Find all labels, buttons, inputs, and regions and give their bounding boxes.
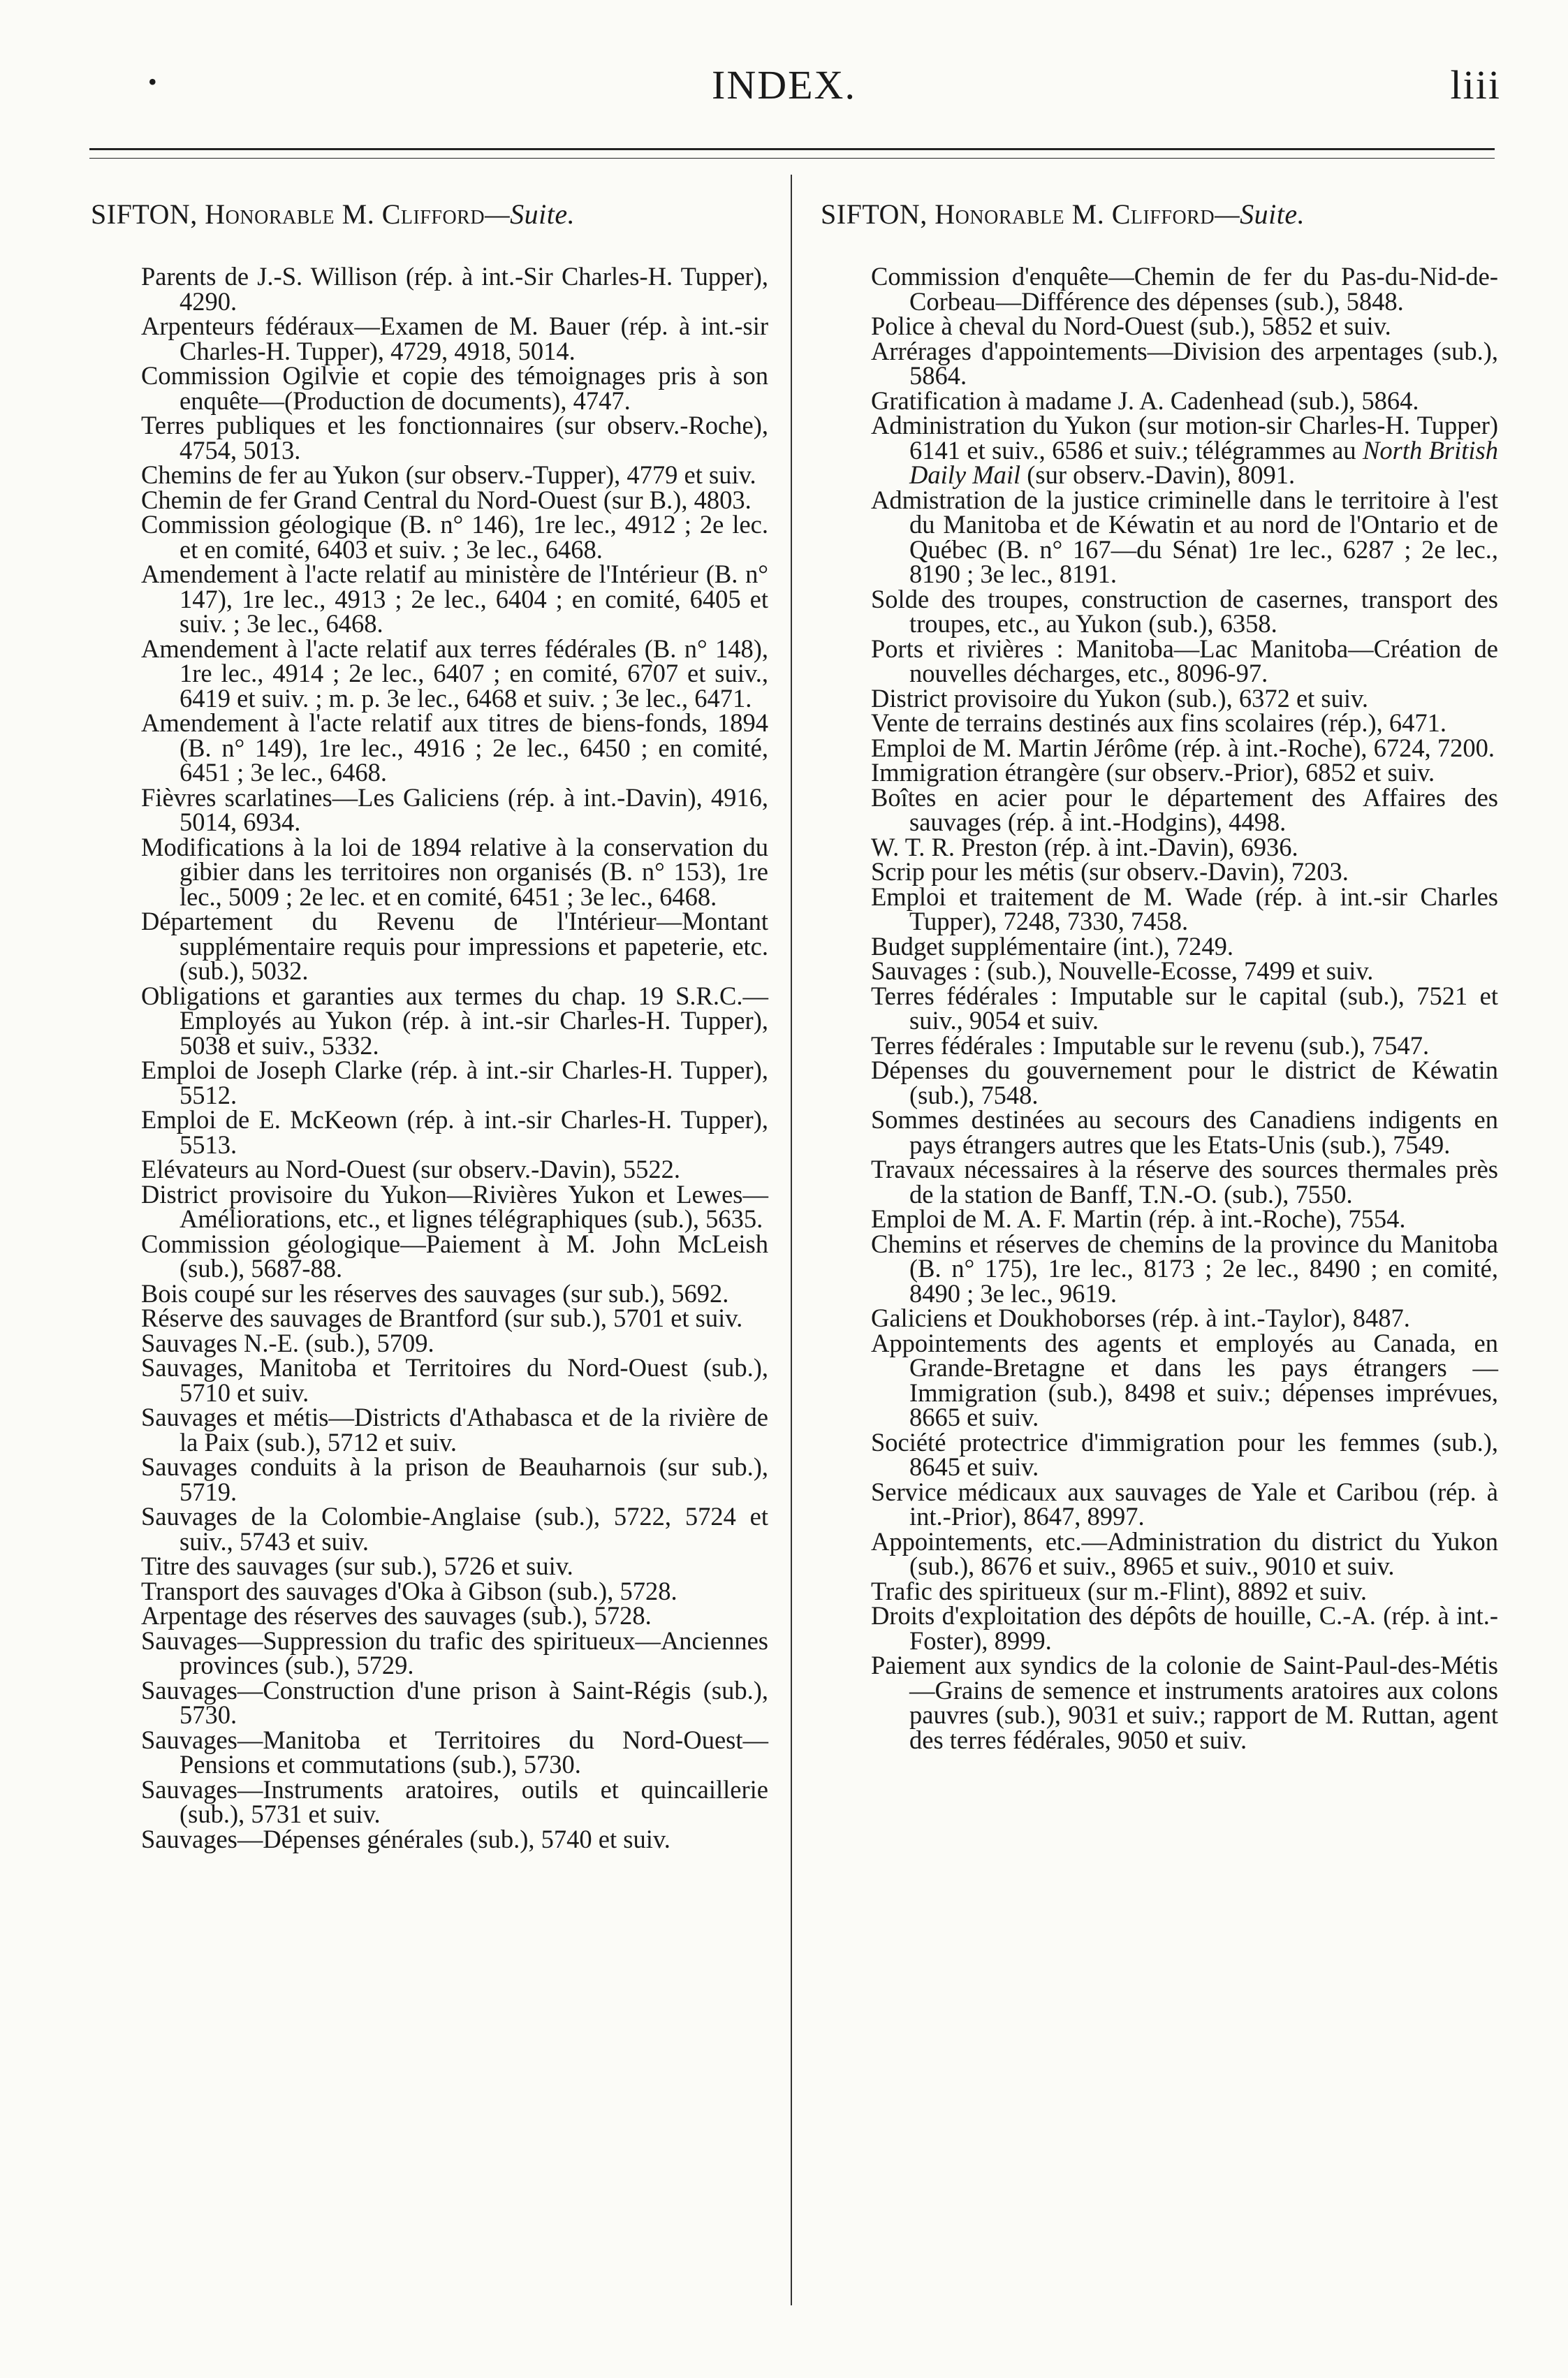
index-entry: Amendement à l'acte relatif aux terres fédérales (B. n° 148), 1re lec., 4914 ; 2e lec., 6407 ; en comité, 6707 et suiv., 6419 et suiv. ; m. p. 3e lec., 6468 et suiv. ; 3e lec., 6471.	[141, 634, 768, 713]
index-entry: Bois coupé sur les réserves des sauvages (sur sub.), 5692.	[141, 1278, 729, 1308]
index-entry: Titre des sauvages (sur sub.), 5726 et suiv.	[141, 1552, 573, 1580]
index-entry-yukon	[871, 413, 1498, 488]
entry-text-tail: (sur observ.-Davin), 8091.	[1020, 460, 1296, 489]
index-entry: Galiciens et Doukhoborses (rép. à int.-Taylor), 8487.	[871, 1304, 1410, 1332]
newspaper-title: North British Daily Mail	[909, 435, 1498, 489]
index-entry: Sauvages, Manitoba et Territoires du Nord-Ouest (sub.), 5710 et suiv.	[141, 1353, 768, 1407]
index-entry: Sauvages—Manitoba et Territoires du Nord-Ouest—Pensions et commutations (sub.), 5730.	[141, 1725, 768, 1779]
index-entry: Appointements des agents et employés au Canada, en Grande-Bretagne et dans les pays étrangers —Immigration (sub.), 8498 et suiv.; dépenses imprévues, 8665 et suiv.	[871, 1328, 1498, 1431]
index-entry: Département du Revenu de l'Intérieur—Montant supplémentaire requis pour impressions et papeterie, etc. (sub.), 5032.	[141, 907, 768, 985]
index-entry: Arrérages d'appointements—Division des arpentages (sub.), 5864.	[871, 336, 1498, 390]
index-entry: Emploi de Joseph Clarke (rép. à int.-sir Charles-H. Tupper), 5512.	[141, 1056, 768, 1109]
index-entry: Emploi de E. McKeown (rép. à int.-sir Charles-H. Tupper), 5513.	[141, 1105, 768, 1159]
index-entry: Service médicaux aux sauvages de Yale et Caribou (rép. à int.-Prior), 8647, 8997.	[871, 1477, 1498, 1531]
index-entry: Commission géologique (B. n° 146), 1re lec., 4912 ; 2e lec. et en comité, 6403 et suiv. ; 3e lec., 6468.	[141, 510, 768, 564]
entry-text: Administration du Yukon (sur motion-sir Charles-H. Tupper) 6141 et suiv., 6586 et suiv.; télégrammes au	[871, 411, 1498, 465]
index-entry: Admistration de la justice criminelle dans le territoire à l'est du Manitoba et de Kéwatin et au nord de l'Ontario et de Québec (B. n° 167—du Sénat) 1re lec., 6287 ; 2e lec., 8190 ; 3e lec., 8191.	[871, 485, 1498, 588]
index-entry: Elévateurs au Nord-Ouest (sur observ.-Davin), 5522.	[141, 1155, 681, 1183]
left-column-heading	[91, 197, 768, 232]
index-entry: Amendement à l'acte relatif aux titres de biens-fonds, 1894 (B. n° 149), 1re lec., 4916 ; 2e lec., 6450 ; en comité, 6451 ; 3e lec., 6468.	[141, 708, 768, 787]
header-rule-thin	[89, 158, 1495, 159]
index-entry: Transport des sauvages d'Oka à Gibson (sub.), 5728.	[141, 1576, 677, 1605]
heading-honorific: Honorable M. Clifford	[935, 198, 1215, 230]
page-title: INDEX.	[712, 62, 856, 108]
heading-suite: —Suite.	[485, 198, 576, 230]
index-entry: Boîtes en acier pour le département des Affaires des sauvages (rép. à int.-Hodgins), 4498.	[871, 782, 1498, 836]
heading-name: SIFTON,	[821, 198, 928, 230]
index-entry: Modifications à la loi de 1894 relative à la conservation du gibier dans les territoires non organisés (B. n° 153), 1re lec., 5009 ; 2e lec. et en comité, 6451 ; 3e lec., 6468.	[141, 832, 768, 911]
index-entry: Commission géologique—Paiement à M. John McLeish (sub.), 5687-88.	[141, 1229, 768, 1283]
index-entry: Droits d'exploitation des dépôts de houille, C.-A. (rép. à int.-Foster), 8999.	[871, 1601, 1498, 1655]
index-entry: Sauvages et métis—Districts d'Athabasca et de la rivière de la Paix (sub.), 5712 et suiv.	[141, 1403, 768, 1457]
right-column	[821, 197, 1498, 1752]
index-entry: Sauvages : (sub.), Nouvelle-Ecosse, 7499 et suiv.	[871, 956, 1374, 985]
heading-name: SIFTON,	[91, 198, 198, 230]
index-entry: Sauvages—Instruments aratoires, outils et quincaillerie (sub.), 5731 et suiv.	[141, 1774, 768, 1828]
column-divider	[791, 175, 792, 2305]
index-entry: Scrip pour les métis (sur observ.-Davin), 7203.	[871, 857, 1349, 886]
index-entry: Chemins et réserves de chemins de la province du Manitoba (B. n° 175), 1re lec., 8173 ; 2e lec., 8490 ; en comité, 8490 ; 3e lec., 9619.	[871, 1229, 1498, 1308]
index-entry: Parents de J.-S. Willison (rép. à int.-Sir Charles-H. Tupper), 4290.	[141, 262, 768, 316]
index-entry: Sauvages de la Colombie-Anglaise (sub.), 5722, 5724 et suiv., 5743 et suiv.	[141, 1502, 768, 1556]
index-entry: Réserve des sauvages de Brantford (sur sub.), 5701 et suiv.	[141, 1304, 743, 1332]
index-entry: Sommes destinées au secours des Canadiens indigents en pays étrangers autres que les Etats-Unis (sub.), 7549.	[871, 1105, 1498, 1159]
page-number: liii	[1450, 62, 1501, 108]
index-entry: Sauvages N.-E. (sub.), 5709.	[141, 1328, 434, 1357]
index-entry: District provisoire du Yukon (sub.), 6372 et suiv.	[871, 683, 1369, 713]
index-entry: Emploi de M. Martin Jérôme (rép. à int.-Roche), 6724, 7200.	[871, 733, 1495, 762]
index-entry: Emploi de M. A. F. Martin (rép. à int.-Roche), 7554.	[871, 1204, 1406, 1233]
index-entry: Solde des troupes, construction de casernes, transport des troupes, etc., au Yukon (sub.), 6358.	[871, 584, 1498, 638]
index-entry: Paiement aux syndics de la colonie de Saint-Paul-des-Métis—Grains de semence et instruments aratoires aux colons pauvres (sub.), 9031 et suiv.; rapport de M. Ruttan, agent des terres fédérales, 9050 et suiv.	[871, 1651, 1498, 1754]
index-entry: Terres fédérales : Imputable sur le revenu (sub.), 7547.	[871, 1030, 1430, 1060]
header-rule-thick	[89, 148, 1495, 150]
index-entry: Sauvages—Dépenses générales (sub.), 5740 et suiv.	[141, 1824, 671, 1853]
running-head	[0, 61, 1568, 124]
index-entry: Terres publiques et les fonctionnaires (sur observ.-Roche), 4754, 5013.	[141, 411, 768, 465]
index-entry: Trafic des spiritueux (sur m.-Flint), 8892 et suiv.	[871, 1576, 1368, 1605]
right-entry-list	[821, 264, 1498, 1752]
index-entry: Immigration étrangère (sur observ.-Prior), 6852 et suiv.	[871, 758, 1435, 787]
index-entry: Travaux nécessaires à la réserve des sources thermales près de la station de Banff, T.N.-O. (sub.), 7550.	[871, 1155, 1498, 1209]
index-entry: Gratification à madame J. A. Cadenhead (sub.), 5864.	[871, 386, 1419, 415]
index-entry: Sauvages—Construction d'une prison à Saint-Régis (sub.), 5730.	[141, 1675, 768, 1729]
left-entry-list	[91, 264, 768, 1851]
index-entry: Emploi et traitement de M. Wade (rép. à int.-sir Charles Tupper), 7248, 7330, 7458.	[871, 882, 1498, 935]
index-entry: Arpentage des réserves des sauvages (sub.), 5728.	[141, 1601, 652, 1630]
heading-honorific: Honorable M. Clifford	[205, 198, 485, 230]
index-entry: Arpenteurs fédéraux—Examen de M. Bauer (rép. à int.-sir Charles-H. Tupper), 4729, 4918, 5014.	[141, 312, 768, 365]
index-entry: Dépenses du gouvernement pour le district de Kéwatin (sub.), 7548.	[871, 1056, 1498, 1109]
index-entry: Sauvages conduits à la prison de Beauharnois (sur sub.), 5719.	[141, 1452, 768, 1506]
heading-suite: —Suite.	[1215, 198, 1305, 230]
index-entry: Sauvages—Suppression du trafic des spiritueux—Anciennes provinces (sub.), 5729.	[141, 1626, 768, 1679]
right-column-heading	[821, 197, 1498, 232]
index-entry: Budget supplémentaire (int.), 7249.	[871, 931, 1234, 961]
index-entry: Chemin de fer Grand Central du Nord-Ouest (sur B.), 4803.	[141, 485, 752, 514]
index-entry: Appointements, etc.—Administration du district du Yukon (sub.), 8676 et suiv., 8965 et suiv., 9010 et suiv.	[871, 1526, 1498, 1580]
index-entry: Chemins de fer au Yukon (sur observ.-Tupper), 4779 et suiv.	[141, 460, 756, 489]
index-entry: Ports et rivières : Manitoba—Lac Manitoba—Création de nouvelles décharges, etc., 8096-97.	[871, 634, 1498, 687]
index-entry: W. T. R. Preston (rép. à int.-Davin), 6936.	[871, 832, 1298, 861]
left-column	[91, 197, 768, 1851]
index-entry: Terres fédérales : Imputable sur le capital (sub.), 7521 et suiv., 9054 et suiv.	[871, 981, 1498, 1035]
index-entry: Police à cheval du Nord-Ouest (sub.), 5852 et suiv.	[871, 312, 1391, 340]
index-entry: Fièvres scarlatines—Les Galiciens (rép. à int.-Davin), 4916, 5014, 6934.	[141, 782, 768, 836]
index-entry: Amendement à l'acte relatif au ministère de l'Intérieur (B. n° 147), 1re lec., 4913 ; 2e lec., 6404 ; en comité, 6405 et suiv. ; 3e lec., 6468.	[141, 560, 768, 638]
index-entry: Commission d'enquête—Chemin de fer du Pas-du-Nid-de-Corbeau—Différence des dépenses (sub.), 5848.	[871, 262, 1498, 316]
index-entry: Commission Ogilvie et copie des témoignages pris à son enquête—(Production de documents), 4747.	[141, 361, 768, 415]
index-entry: Société protectrice d'immigration pour les femmes (sub.), 8645 et suiv.	[871, 1427, 1498, 1481]
index-entry: Obligations et garanties aux termes du chap. 19 S.R.C.—Employés au Yukon (rép. à int.-sir Charles-H. Tupper), 5038 et suiv., 5332.	[141, 981, 768, 1060]
index-entry: Vente de terrains destinés aux fins scolaires (rép.), 6471.	[871, 708, 1447, 737]
index-entry: District provisoire du Yukon—Rivières Yukon et Lewes—Améliorations, etc., et lignes télégraphiques (sub.), 5635.	[141, 1179, 768, 1233]
bullet-mark: •	[148, 68, 159, 96]
